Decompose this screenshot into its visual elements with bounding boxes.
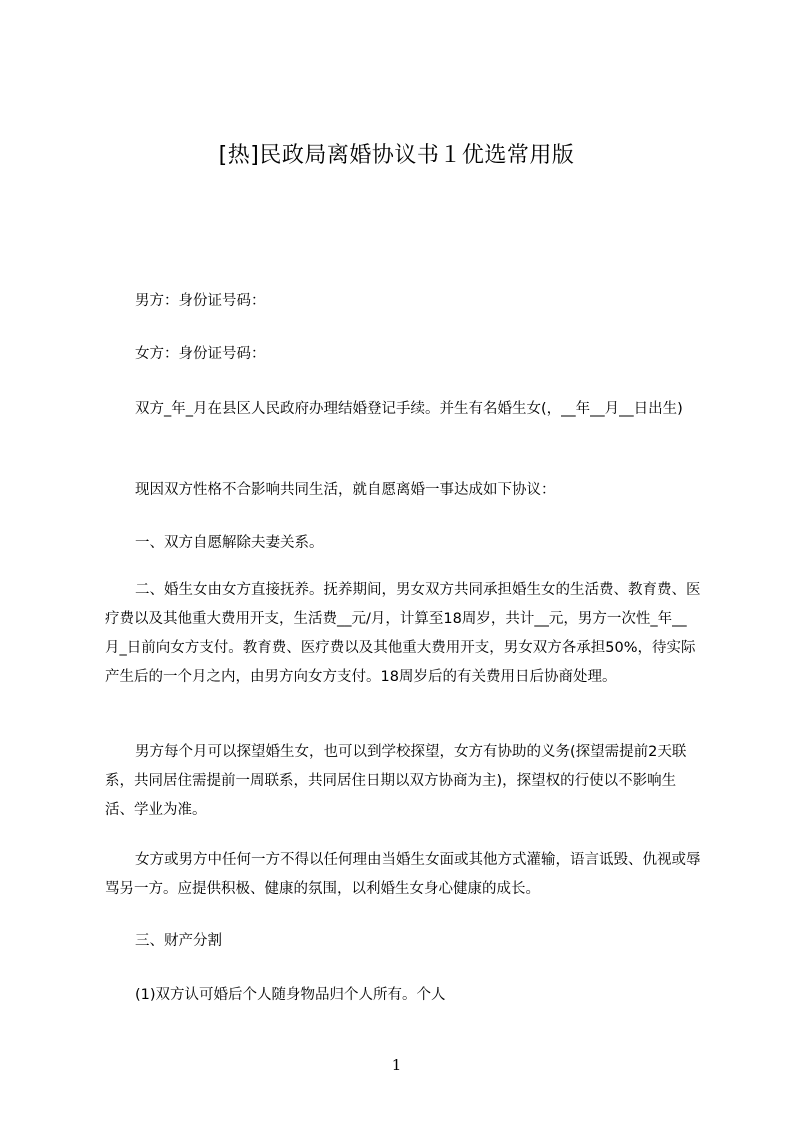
paragraph-property-item-one: (1)双方认可婚后个人随身物品归个人所有。个人 bbox=[135, 987, 446, 1003]
paragraph-marriage-registration: 双方_年_月在县区人民政府办理结婚登记手续。并生有名婚生女(，__年__月__日出生) bbox=[135, 401, 683, 417]
paragraph-no-defamation: 女方或男方中任何一方不得以任何理由当婚生女面或其他方式灌输，语言诋毁、仇视或辱骂另一方。应提供积极、健康的氛围，以利婚生女身心健康的成长。 bbox=[105, 852, 701, 897]
paragraph-clause-one: 一、双方自愿解除夫妻关系。 bbox=[135, 535, 324, 551]
page-number: 1 bbox=[391, 1056, 402, 1074]
paragraph-agreement-intro: 现因双方性格不合影响共同生活，就自愿离婚一事达成如下协议： bbox=[135, 482, 556, 498]
paragraph-male-party: 男方：身份证号码： bbox=[135, 293, 266, 309]
document-title: [热]民政局离婚协议书１优选常用版 bbox=[218, 143, 575, 168]
paragraph-clause-two: 二、婚生女由女方直接抚养。抚养期间，男女双方共同承担婚生女的生活费、教育费、医疗费以及其他重大费用开支，生活费__元/月，计算至18周岁，共计__元，男方一次性_年__月_日前向女方支付。教育费、医疗费以及其他重大费用开支，男女双方各承担50%，待实际产生后的一个月之内，由男方向女方支付。18周岁后的有关费用日后协商处理。 bbox=[105, 582, 701, 685]
paragraph-visitation: 男方每个月可以探望婚生女，也可以到学校探望，女方有协助的义务(探望需提前2天联系，共同居住需提前一周联系，共同居住日期以双方协商为主)，探望权的行使以不影响生活、学业为准。 bbox=[105, 744, 687, 818]
paragraph-female-party: 女方：身份证号码： bbox=[135, 346, 266, 362]
paragraph-clause-three: 三、财产分割 bbox=[135, 933, 222, 949]
